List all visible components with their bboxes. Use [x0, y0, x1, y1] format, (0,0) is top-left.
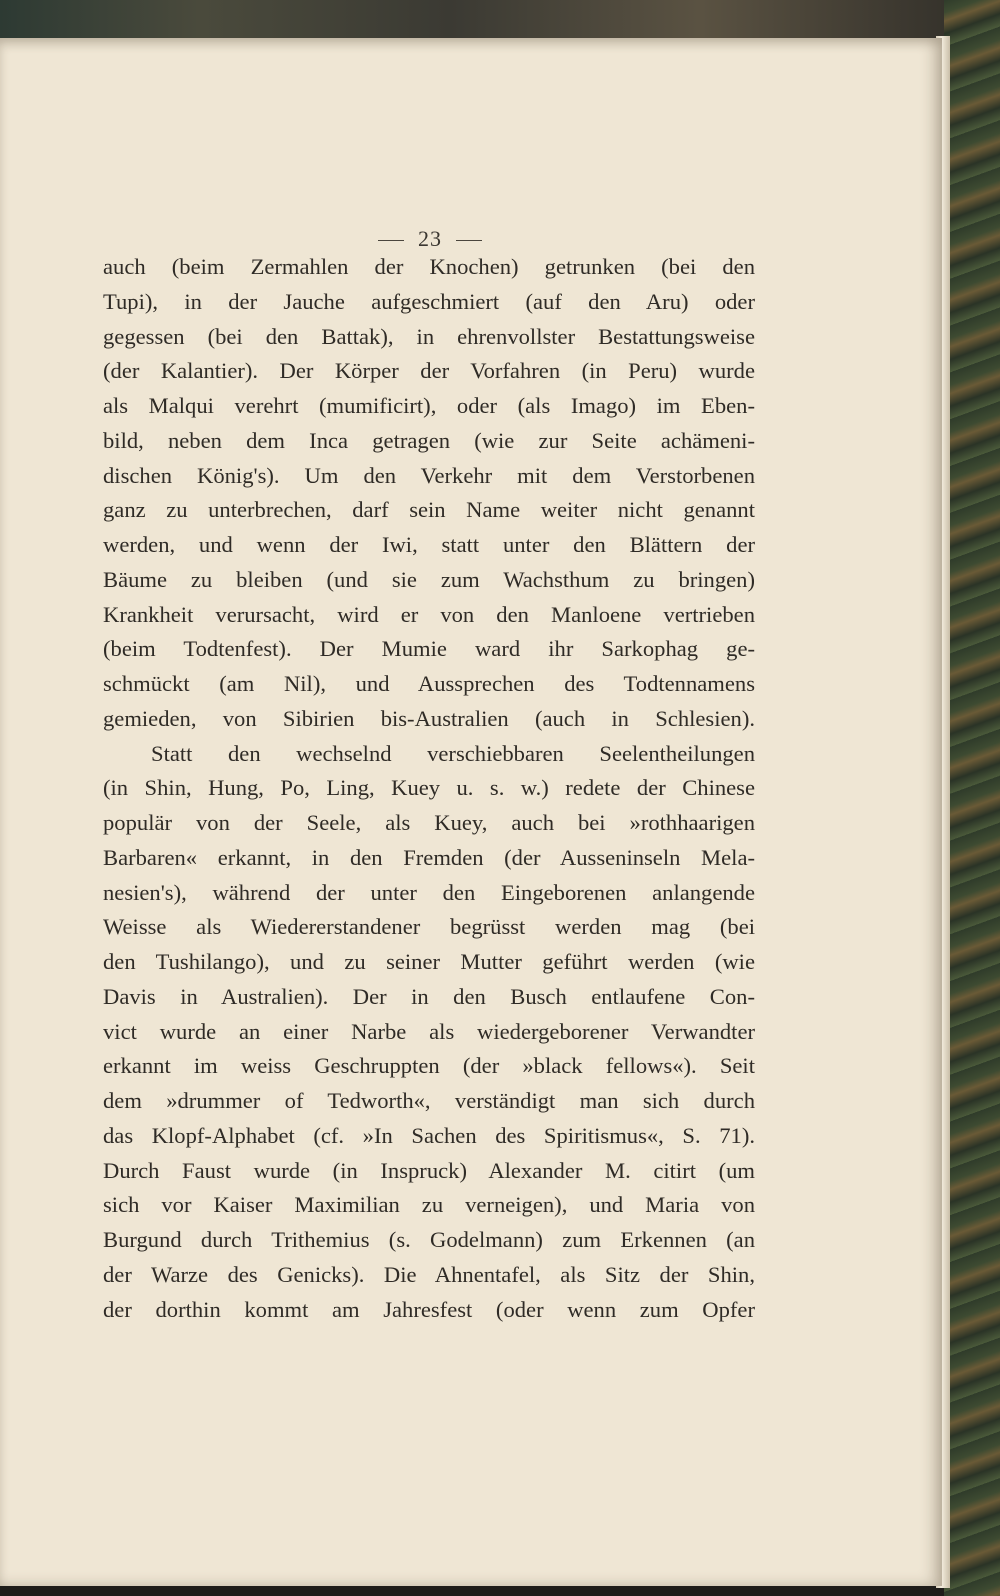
text-line: Weisse als Wiedererstandener begrüsst werden mag (bei — [103, 914, 755, 940]
text-line: dem »drummer of Tedworth«, verständigt man sich durch — [103, 1088, 755, 1113]
text-line: das Klopf-Alphabet (cf. »In Sachen des Spiritismus«, S. 71). — [103, 1122, 755, 1148]
text-line: Bäume zu bleiben (und sie zum Wachsthum zu bringen) — [103, 566, 755, 592]
text-line: der dorthin kommt am Jahresfest (oder wenn zum Opfer — [103, 1296, 755, 1322]
text-line: gemieden, von Sibirien bis-Australien (auch in Schlesien). — [103, 705, 755, 731]
text-line: den Tushilango), und zu seiner Mutter geführt werden (wie — [103, 949, 755, 974]
text-line: populär von der Seele, als Kuey, auch bei »rothhaarigen — [103, 810, 755, 835]
text-line: schmückt (am Nil), und Aussprechen des Todtennamens — [103, 671, 755, 696]
text-line: bild, neben dem Inca getragen (wie zur Seite achämeni- — [103, 427, 755, 453]
text-line: Davis in Australien). Der in den Busch entlaufene Con- — [103, 983, 755, 1009]
text-line: Durch Faust wurde (in Inspruck) Alexander M. citirt (um — [103, 1157, 755, 1183]
header-dash-right — [456, 240, 482, 241]
text-line: Statt den wechselnd verschiebbaren Seelentheilungen — [151, 740, 755, 766]
text-line: der Warze des Genicks). Die Ahnentafel, als Sitz der Shin, — [103, 1261, 755, 1287]
body-text — [103, 250, 755, 1327]
text-line: als Malqui verehrt (mumificirt), oder (als Imago) im Eben- — [103, 393, 755, 418]
text-line: Tupi), in der Jauche aufgeschmiert (auf den Aru) oder — [103, 288, 755, 314]
text-line: ganz zu unterbrechen, darf sein Name weiter nicht genannt — [103, 497, 755, 523]
paragraph-1 — [103, 250, 755, 737]
text-line: erkannt im weiss Geschruppten (der »black fellows«). Seit — [103, 1053, 755, 1079]
header-dash-left — [378, 240, 404, 241]
book-top-edge — [0, 0, 1000, 40]
text-line: nesien's), während der unter den Eingeborenen anlangende — [103, 879, 755, 905]
page-number: 23 — [418, 226, 442, 251]
page-header — [0, 226, 860, 252]
book-binding — [944, 0, 1000, 1596]
text-line: (beim Todtenfest). Der Mumie ward ihr Sarkophag ge- — [103, 636, 755, 662]
text-line: vict wurde an einer Narbe als wiedergeborener Verwandter — [103, 1018, 755, 1044]
text-line: gegessen (bei den Battak), in ehrenvollster Bestattungsweise — [103, 323, 755, 349]
text-line: auch (beim Zermahlen der Knochen) getrunken (bei den — [103, 254, 755, 279]
paragraph-2 — [103, 737, 755, 1328]
text-line: werden, und wenn der Iwi, statt unter den Blättern der — [103, 532, 755, 557]
text-line: sich vor Kaiser Maximilian zu verneigen), und Maria von — [103, 1192, 755, 1218]
text-line: Burgund durch Trithemius (s. Godelmann) zum Erkennen (an — [103, 1227, 755, 1252]
text-line: (in Shin, Hung, Po, Ling, Kuey u. s. w.) redete der Chinese — [103, 775, 755, 801]
text-line: Krankheit verursacht, wird er von den Manloene vertrieben — [103, 601, 755, 627]
text-line: Barbaren« erkannt, in den Fremden (der Ausseninseln Mela- — [103, 844, 755, 870]
text-line: (der Kalantier). Der Körper der Vorfahren (in Peru) wurde — [103, 358, 755, 384]
text-line: dischen König's). Um den Verkehr mit dem Verstorbenen — [103, 462, 755, 488]
